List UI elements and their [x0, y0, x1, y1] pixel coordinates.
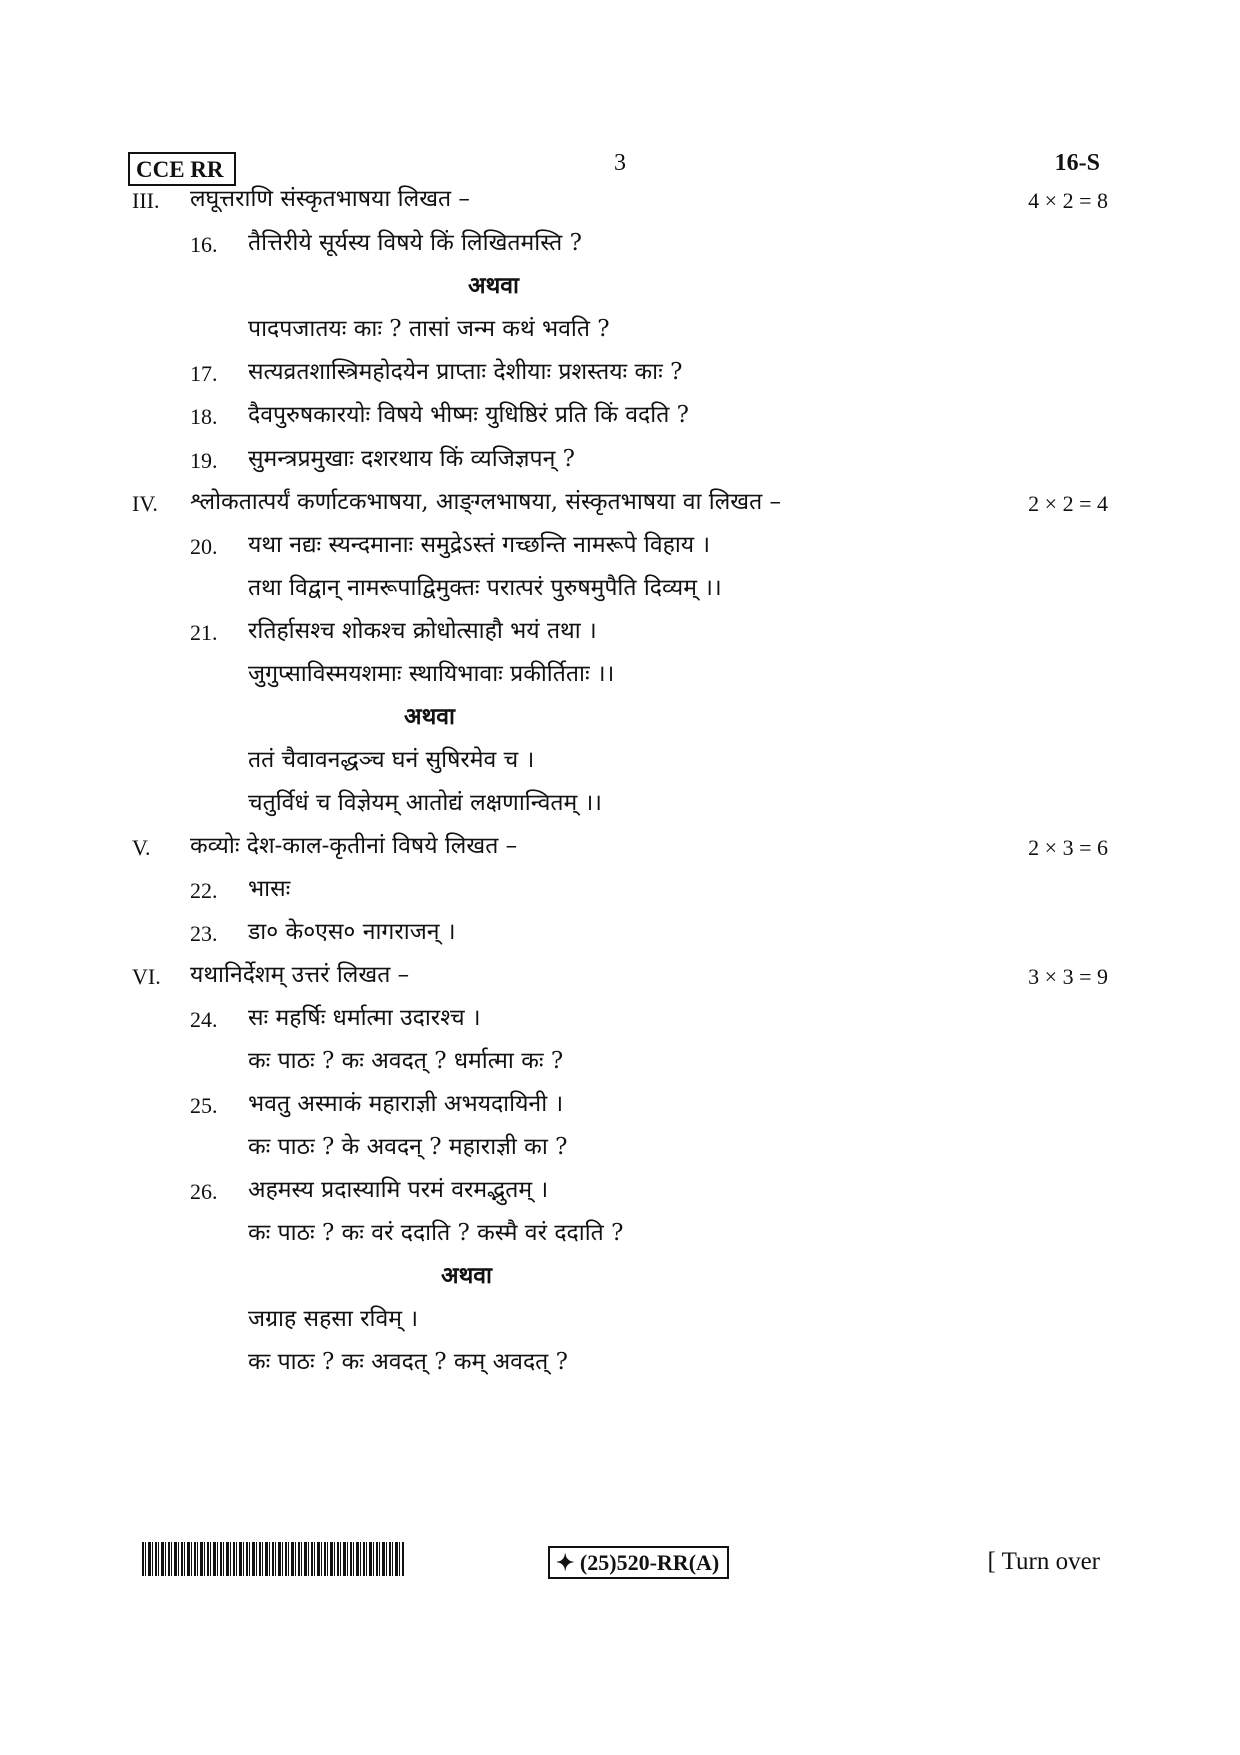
section-marks: 3 × 3 = 9 [1028, 964, 1108, 989]
question-text: डा० के०एस० नागराजन् । [248, 919, 456, 945]
question-number: 25. [190, 1093, 218, 1118]
question-number: 20. [190, 534, 218, 559]
question-text: सुमन्त्रप्रमुखाः दशरथाय किं व्यजिज्ञपन् ? [248, 446, 575, 472]
section-marks: 4 × 2 = 8 [1028, 188, 1108, 213]
series-code-box: CCE RR [128, 152, 236, 186]
question-subparts: कः पाठः ? कः अवदत् ? कम् अवदत् ? [248, 1349, 568, 1375]
question-text: सः महर्षिः धर्मात्मा उदारश्च । [248, 1005, 481, 1031]
question-number: 24. [190, 1007, 218, 1032]
section-numeral: IV. [132, 491, 158, 516]
or-divider: अथवा [404, 703, 456, 730]
question-text: तैत्तिरीये सूर्यस्य विषये किं लिखितमस्ति ? [248, 230, 582, 256]
verse-line: चतुर्विधं च विज्ञेयम् आतोद्यं लक्षणान्वितम् ।। [248, 790, 603, 816]
verse-line: जुगुप्साविस्मयशमाः स्थायिभावाः प्रकीर्तिताः ।। [248, 661, 615, 687]
question-text: अहमस्य प्रदास्यामि परमं वरमद्भुतम् । [248, 1177, 549, 1203]
footer-paper-code: ✦ (25)520-RR(A) [548, 1546, 729, 1579]
section-marks: 2 × 3 = 6 [1028, 835, 1108, 860]
or-divider: अथवा [468, 272, 520, 299]
question-subparts: कः पाठः ? कः वरं ददाति ? कस्मै वरं ददाति ? [248, 1220, 624, 1246]
section-numeral: III. [132, 188, 160, 213]
verse-line: यथा नद्यः स्यन्दमानाः समुद्रेऽस्तं गच्छन्ति नामरूपे विहाय । [248, 532, 711, 558]
turn-over-note: [ Turn over [987, 1548, 1100, 1575]
question-text: भवतु अस्माकं महाराज्ञी अभयदायिनी । [248, 1091, 564, 1117]
question-number: 17. [190, 361, 218, 386]
question-number: 21. [190, 620, 218, 645]
question-number: 18. [190, 404, 218, 429]
question-number: 19. [190, 448, 218, 473]
barcode-image [142, 1542, 404, 1576]
question-text: जग्राह सहसा रविम् । [248, 1306, 419, 1332]
verse-line: ततं चैवावनद्धञ्च घनं सुषिरमेव च । [248, 747, 535, 773]
question-number: 22. [190, 878, 218, 903]
page-number: 3 [614, 150, 626, 176]
question-number: 16. [190, 232, 218, 257]
question-text: सत्यव्रतशास्त्रिमहोदयेन प्राप्ताः देशीयाः प्रशस्तयः काः ? [248, 359, 683, 385]
verse-line: रतिर्हासश्च शोकश्च क्रोधोत्साहौ भयं तथा । [248, 618, 597, 644]
question-text: दैवपुरुषकारयोः विषये भीष्मः युधिष्ठिरं प्रति किं वदति ? [248, 402, 689, 428]
or-divider: अथवा [441, 1262, 493, 1289]
section-instruction: लघूत्तराणि संस्कृतभाषया लिखत – [190, 186, 470, 212]
section-marks: 2 × 2 = 4 [1028, 491, 1108, 516]
paper-code: 16-S [1054, 150, 1100, 176]
question-number: 23. [190, 921, 218, 946]
question-number: 26. [190, 1179, 218, 1204]
question-subparts: कः पाठः ? के अवदन् ? महाराज्ञी का ? [248, 1134, 568, 1160]
section-instruction: यथानिर्देशम् उत्तरं लिखत – [190, 962, 410, 988]
question-text: पादपजातयः काः ? तासां जन्म कथं भवति ? [248, 316, 610, 342]
question-text: भासः [248, 876, 291, 902]
verse-line: तथा विद्वान् नामरूपाद्विमुक्तः परात्परं पुरुषमुपैति दिव्यम् ।। [248, 575, 722, 601]
section-instruction: श्लोकतात्पर्यं कर्णाटकभाषया, आङ्ग्लभाषया, संस्कृतभाषया वा लिखत – [190, 489, 782, 515]
section-numeral: V. [132, 835, 151, 860]
section-instruction: कव्योः देश-काल-कृतीनां विषये लिखत – [190, 833, 518, 859]
question-subparts: कः पाठः ? कः अवदत् ? धर्मात्मा कः ? [248, 1048, 564, 1074]
section-numeral: VI. [132, 964, 161, 989]
